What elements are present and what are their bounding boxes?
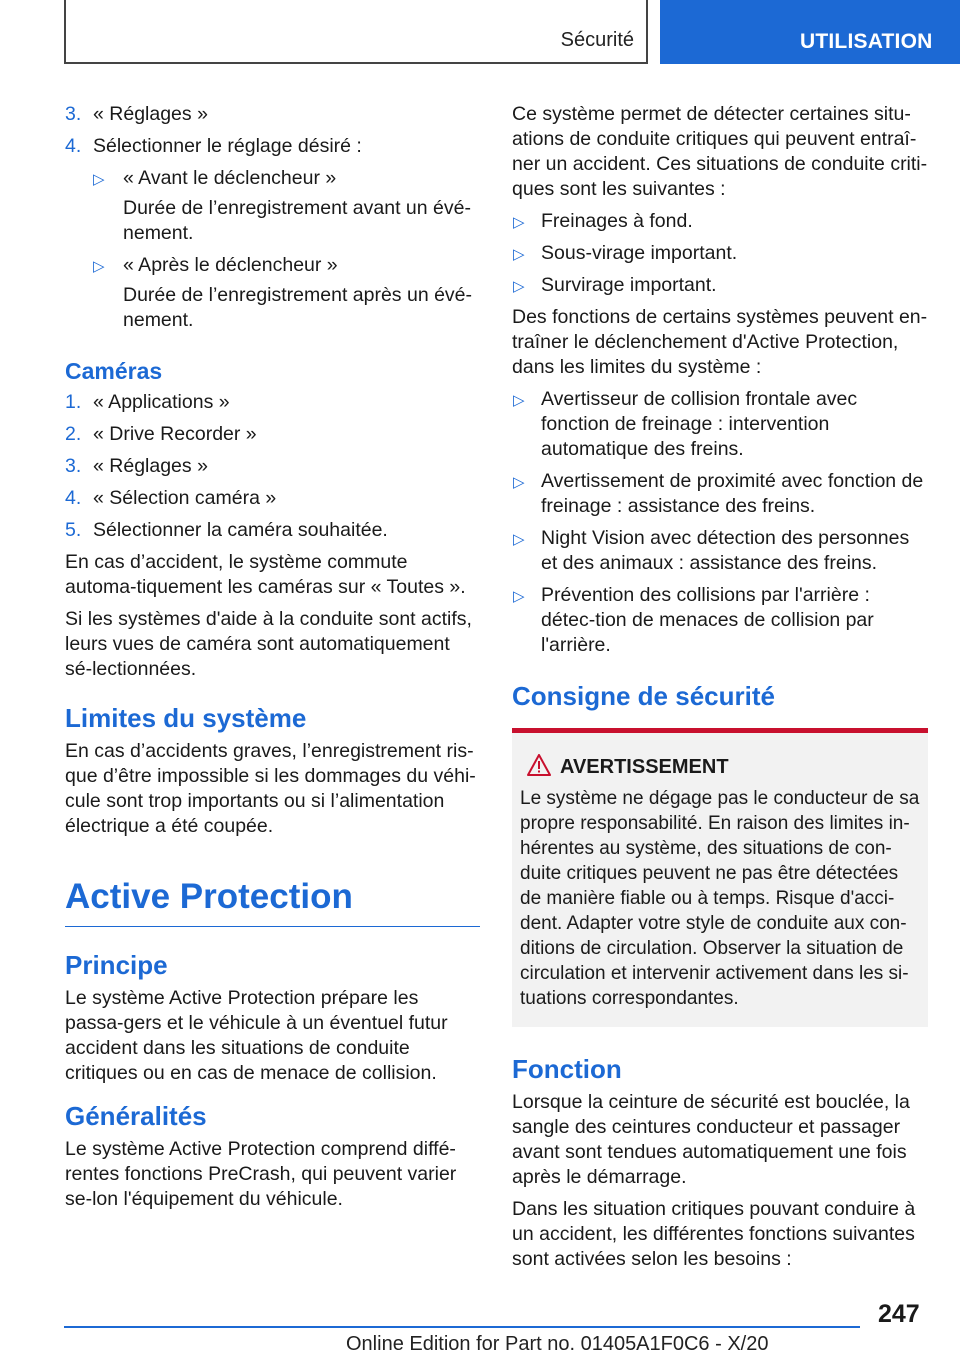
list-item	[512, 273, 928, 298]
step-number: 4.	[65, 487, 82, 509]
list-item	[512, 209, 928, 234]
step-number: 5.	[65, 519, 82, 541]
sub-item-label: « Après le déclencheur »	[123, 254, 338, 276]
footer-divider	[64, 1326, 860, 1328]
step-text: Sélectionner la caméra souhaitée.	[93, 519, 388, 541]
step-text: « Réglages »	[93, 103, 208, 125]
step-text: « Drive Recorder »	[93, 423, 257, 445]
list-item	[65, 518, 480, 543]
bullet-text: Survirage important.	[541, 274, 717, 296]
sub-list-item	[93, 166, 480, 246]
sub-list-item	[93, 253, 480, 333]
list-item	[512, 526, 928, 576]
list-item	[65, 102, 480, 127]
step-number: 2.	[65, 423, 82, 445]
sub-item-desc: Durée de l’enregistrement après un évé-nement.	[123, 284, 473, 331]
bullet-triangle-icon: ▷	[513, 392, 525, 409]
list-item	[512, 469, 928, 519]
paragraph: En cas d’accident, le système commute automa-tiquement les caméras sur « Toutes ».	[65, 551, 466, 598]
paragraph: Si les systèmes d'aide à la conduite sont actifs, leurs vues de caméra sont automatiquement sé-lectionnées.	[65, 608, 472, 680]
step-text: « Réglages »	[93, 455, 208, 477]
paragraph: Le système Active Protection prépare les passa-gers et le véhicule à un éventuel futur accident dans les situations de conduite critiques ou en cas de menace de collision.	[65, 987, 448, 1084]
step-number: 1.	[65, 391, 82, 413]
list-item	[65, 390, 480, 415]
page-number: 247	[878, 1300, 920, 1328]
left-column	[65, 102, 480, 1219]
bullet-text: Prévention des collisions par l'arrière : détec-tion de menaces de collision par l'arrière.	[541, 584, 874, 656]
bullet-triangle-icon: ▷	[513, 531, 525, 548]
bullet-text: Avertissement de proximité avec fonction de freinage : assistance des freins.	[541, 470, 924, 517]
list-item	[65, 422, 480, 447]
warning-box	[512, 728, 928, 1027]
list-item	[512, 387, 928, 462]
list-item	[65, 134, 480, 159]
bullet-triangle-icon: ▷	[513, 246, 525, 263]
warning-triangle-icon	[527, 754, 551, 776]
paragraph: Ce système permet de détecter certaines situ-ations de conduite critiques qui peuvent entraî-ner un accident. Ces situations de conduite criti-ques sont les suivantes :	[512, 103, 928, 200]
chapter-title: UTILISATION	[800, 30, 933, 53]
list-item	[65, 486, 480, 511]
warning-title	[520, 755, 920, 780]
list-item	[512, 583, 928, 658]
bullet-triangle-icon: ▷	[513, 588, 525, 605]
section-title: Sécurité	[560, 29, 634, 51]
bullet-text: Freinages à fond.	[541, 210, 693, 232]
general-heading: Généralités	[65, 1101, 207, 1131]
chapter-heading: Active Protection	[65, 875, 480, 927]
principle-heading: Principe	[65, 950, 168, 980]
header-chapter-tab	[660, 0, 960, 64]
header-section-box	[64, 0, 648, 64]
safety-heading: Consigne de sécurité	[512, 681, 775, 711]
right-column	[512, 102, 928, 1279]
bullet-triangle-icon: ▷	[513, 474, 525, 491]
bullet-triangle-icon: ▷	[93, 258, 105, 275]
step-text: « Sélection caméra »	[93, 487, 277, 509]
paragraph: En cas d’accidents graves, l’enregistrement ris-que d’être impossible si les dommages du véhi-cule sont trop importants ou si l’alimentation électrique a été coupée.	[65, 740, 476, 837]
warning-title-text: AVERTISSEMENT	[560, 756, 729, 778]
bullet-triangle-icon: ▷	[93, 171, 105, 188]
bullet-text: Avertisseur de collision frontale avec fonction de freinage : intervention automatique des freins.	[541, 388, 858, 460]
paragraph: Lorsque la ceinture de sécurité est bouclée, la sangle des ceintures conducteur et passager avant sont tendues automatiquement une fois après le démarrage.	[512, 1091, 910, 1188]
paragraph: Le système Active Protection comprend diffé-rentes fonctions PreCrash, qui peuvent varier se-lon l'équipement du véhicule.	[65, 1138, 457, 1210]
step-number: 3.	[65, 455, 82, 477]
list-item	[512, 241, 928, 266]
function-heading: Fonction	[512, 1054, 622, 1084]
sub-item-desc: Durée de l’enregistrement avant un évé-nement.	[123, 197, 471, 244]
bullet-text: Night Vision avec détection des personnes et des animaux : assistance des freins.	[541, 527, 910, 574]
limits-heading: Limites du système	[65, 703, 307, 733]
step-number: 3.	[65, 103, 82, 125]
bullet-text: Sous-virage important.	[541, 242, 738, 264]
sub-item-label: « Avant le déclencheur »	[123, 167, 337, 189]
step-text: Sélectionner le réglage désiré :	[93, 135, 362, 157]
paragraph: Des fonctions de certains systèmes peuvent en-traîner le déclenchement d'Active Protection, dans les limites du système :	[512, 306, 928, 378]
cameras-heading: Caméras	[65, 358, 163, 384]
bullet-triangle-icon: ▷	[513, 278, 525, 295]
step-number: 4.	[65, 135, 82, 157]
step-text: « Applications »	[93, 391, 230, 413]
paragraph: Dans les situation critiques pouvant conduire à un accident, les différentes fonctions suivantes sont activées selon les besoins :	[512, 1198, 916, 1270]
edition-text: Online Edition for Part no. 01405A1F0C6 - X/20	[346, 1333, 769, 1355]
warning-text: Le système ne dégage pas le conducteur de sa propre responsabilité. En raison des limites in-hérentes au système, des situations de con-duite critiques peuvent ne pas être détectées de manière fiable ou à temps. Risque d'acci-dent. Adapter votre style de conduite aux con-ditions de circulation. Observer la situation de circulation et intervenir activement dans les si-tuations correspondantes.	[520, 788, 920, 1009]
list-item	[65, 454, 480, 479]
bullet-triangle-icon: ▷	[513, 214, 525, 231]
